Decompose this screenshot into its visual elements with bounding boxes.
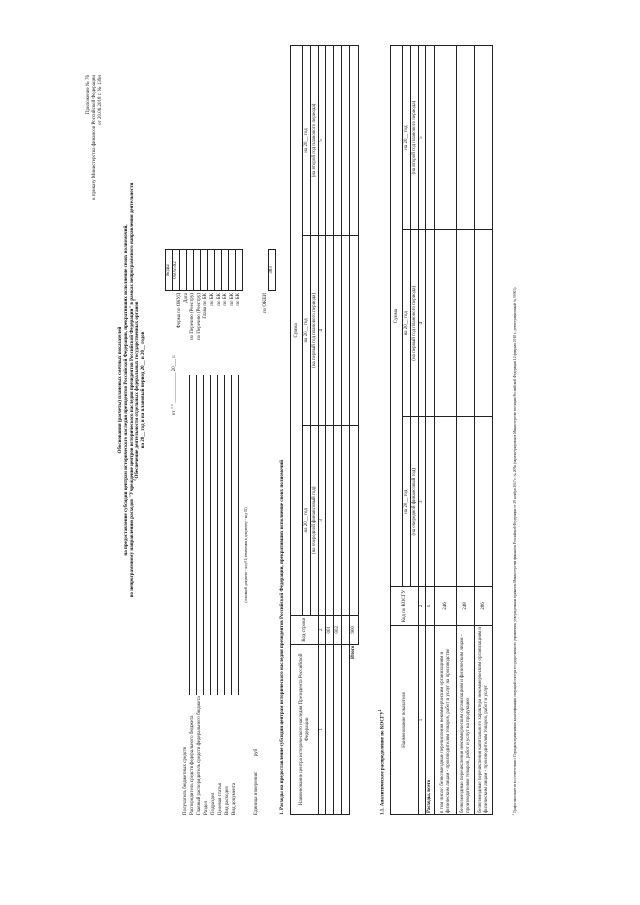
section1-title: 1. Расходы на предоставление субсидии центрам исторического наследия президентов Российской Федерации, прекративших исполнение своих полномочий bbox=[280, 459, 285, 815]
code-bk-5 bbox=[235, 250, 242, 291]
label-expense-type: Вид расходов bbox=[225, 786, 230, 815]
footnote bbox=[512, 115, 517, 815]
table-row bbox=[457, 46, 475, 815]
s11-header-sum: Сумма bbox=[391, 46, 403, 587]
label-recipient: Получатель бюджетных средств bbox=[183, 746, 188, 815]
title-line-1: Обоснования (расчеты) плановых сметных показателей bbox=[118, 326, 123, 454]
label-doc-kind: Вид документа bbox=[232, 782, 237, 815]
s11-row-name-286: безвозмездные перечисления капитального характера некоммерческим организациям и физическим лицам - производителям товаров, работ и услуг bbox=[475, 626, 493, 815]
unit-row bbox=[254, 749, 260, 815]
appendix-line-2: к приказу Министерства финансов Российской Федерации bbox=[91, 75, 97, 200]
unit-value: руб bbox=[254, 748, 259, 757]
s1-total-code: 900 bbox=[350, 615, 359, 644]
s1-colnum-3: 3 bbox=[319, 425, 326, 615]
s1-row-code-1: 001 bbox=[326, 615, 334, 644]
label-glava: Глава по БК bbox=[203, 293, 209, 319]
okud-code: 0505592 bbox=[172, 250, 179, 291]
s11-row-name-246: в том числе: безвозмездные перечисления некоммерческим организациям и физическим лицам - производителям товаров, работ и услуг на производство bbox=[435, 626, 457, 815]
table-row bbox=[426, 46, 435, 815]
s1-total-label: Итого bbox=[350, 644, 359, 814]
section1-table bbox=[290, 45, 359, 815]
section11-table bbox=[390, 45, 493, 815]
s1-header-sum: Сумма bbox=[291, 46, 303, 616]
s1-colnum-1: 1 bbox=[319, 644, 326, 814]
s1-header-code: Код строки bbox=[291, 615, 319, 644]
label-main-distributor: Главный распорядитель средств федерального бюджета bbox=[197, 696, 202, 815]
s11-colnum-1: 1 bbox=[419, 626, 426, 815]
label-okud: Форма по ОКУД bbox=[177, 293, 182, 329]
unit-label: Единица измерения: bbox=[254, 771, 259, 815]
date-line: от " " ____________ 20___ г. bbox=[172, 354, 177, 416]
label-bk-1: по БК bbox=[209, 293, 215, 306]
title-line-5: на 20__ год и на плановый период 20__ и 20__ годов bbox=[141, 331, 146, 449]
s11-header-year1-sub: (на очередной финансовый год) bbox=[411, 417, 419, 587]
s11-header-name: Наименование показателя bbox=[391, 626, 419, 815]
s11-row-name-248: безвозмездные перечисления некоммерческим организациям и физическим лицам - производителям товаров, работ и услуг на продукцию bbox=[457, 626, 475, 815]
s1-header-year1: на 20__ год bbox=[303, 425, 311, 615]
label-bk-3: по БК bbox=[223, 293, 229, 306]
section11-title: 1.1. Аналитическое распределение по КОСГУ$^1$ bbox=[378, 709, 386, 815]
s1-header-year2-sub: (на первый год планового периода) bbox=[311, 235, 319, 425]
label-bk-5: по БК bbox=[236, 293, 242, 306]
codes-box bbox=[165, 249, 276, 291]
table-row bbox=[475, 46, 493, 815]
label-okei: по ОКЕИ bbox=[263, 293, 268, 314]
code-registry-2 bbox=[193, 250, 200, 291]
s11-header-year2: на 20__ год bbox=[403, 230, 411, 417]
code-glava bbox=[200, 250, 207, 291]
label-registry-1: по Перечню (Реестру) bbox=[190, 293, 196, 341]
label-bk-2: по БК bbox=[216, 293, 222, 306]
label-section: Раздел bbox=[204, 800, 209, 815]
table-row bbox=[435, 46, 457, 815]
footnote-mark: 1 bbox=[511, 813, 515, 815]
s1-header-year3-sub: (на второй год планового периода) bbox=[311, 46, 319, 236]
s11-row-code-248: 248 bbox=[457, 587, 475, 626]
appendix-block bbox=[86, 75, 103, 255]
code-bk-3 bbox=[221, 250, 228, 291]
s1-header-year2: на 20__ год bbox=[303, 235, 311, 425]
code-bk-4 bbox=[228, 250, 235, 291]
doc-kind-note: (основной документ - код 01; изменения к документу - код 02) bbox=[244, 507, 248, 603]
label-date: Дата bbox=[183, 293, 189, 303]
s1-total-row bbox=[350, 46, 359, 815]
label-distributor: Распорядитель средств федерального бюджета bbox=[190, 715, 195, 815]
s11-header-kosgu: Код по КОСГУ bbox=[391, 587, 419, 626]
s1-header-year3: на 20__ год bbox=[303, 46, 311, 236]
appendix-line-3: от 20.06.2018 г. № 139н bbox=[97, 75, 103, 125]
s11-row-code-286: 286 bbox=[475, 587, 493, 626]
title-line-4: "Обеспечение деятельности отдельных федеральных государственных органов" bbox=[135, 298, 141, 482]
s1-colnum-4: 4 bbox=[319, 235, 326, 425]
title-line-2: на предоставление субсидии центрам исторического наследия президентов Российской Федерации, прекративших исполнение своих полномочий, bbox=[123, 224, 129, 556]
table-row bbox=[342, 46, 350, 815]
table-row bbox=[334, 46, 342, 815]
footnote-text: Графа заполняется в соответствии с Порядком применения классификации операций сектора государственного управления, утвержденным приказом Министерства финансов Российской Федерации от 29 ноября 2017 г. № 209н (зарегистрирован в Министерстве юстиции Российской Федерации 12 февраля 2018 г., регистрационный № 50003). bbox=[513, 286, 518, 813]
s11-colnum-3: 3 bbox=[419, 417, 426, 587]
s11-header-year3-sub: (на второй год планового периода) bbox=[411, 46, 419, 230]
s11-row-code-246: 246 bbox=[435, 587, 457, 626]
s1-header-year1-sub: (на очередной финансовый год) bbox=[311, 425, 319, 615]
label-subsection: Подраздел bbox=[211, 792, 216, 815]
code-registry-1 bbox=[186, 250, 193, 291]
s11-row-name-total: Расходы, всего bbox=[426, 626, 435, 815]
code-date bbox=[179, 250, 186, 291]
s11-colnum-5: 5 bbox=[419, 46, 426, 230]
code-bk-1 bbox=[207, 250, 214, 291]
codes-header: Коды bbox=[166, 250, 173, 291]
s1-row-code-2: 002 bbox=[334, 615, 342, 644]
label-bk-4: по БК bbox=[229, 293, 235, 306]
left-labels bbox=[183, 375, 239, 815]
label-target-item: Целевая статья bbox=[218, 783, 223, 815]
s11-row-code-total: x bbox=[426, 587, 435, 626]
document-title bbox=[118, 175, 147, 605]
s1-header-name: Наименование центра исторического наследия Президента Российской Федерации bbox=[291, 644, 319, 814]
s11-colnum-4: 4 bbox=[419, 230, 426, 417]
s11-header-year1: на 20__ год bbox=[403, 417, 411, 587]
okei-code: 383 bbox=[268, 250, 275, 291]
title-line-3: по непрограммному направлению расходов "Учреждение центров исторического наследия президентов Российской Федерации" в рамках непрограммного направления деятельности bbox=[129, 182, 135, 598]
code-bk-2 bbox=[214, 250, 221, 291]
s1-colnum-5: 5 bbox=[319, 46, 326, 236]
appendix-line-1: Приложение № 76 bbox=[86, 75, 91, 115]
s11-colnum-2: 2 bbox=[419, 587, 426, 626]
label-registry-2: по Перечню (Реестру) bbox=[196, 293, 202, 341]
s1-colnum-2: 2 bbox=[319, 615, 326, 644]
s11-header-year3: на 20__ год bbox=[403, 46, 411, 230]
right-labels bbox=[177, 293, 243, 365]
s11-header-year2-sub: (на первый год планового периода) bbox=[411, 230, 419, 417]
table-row bbox=[326, 46, 334, 815]
